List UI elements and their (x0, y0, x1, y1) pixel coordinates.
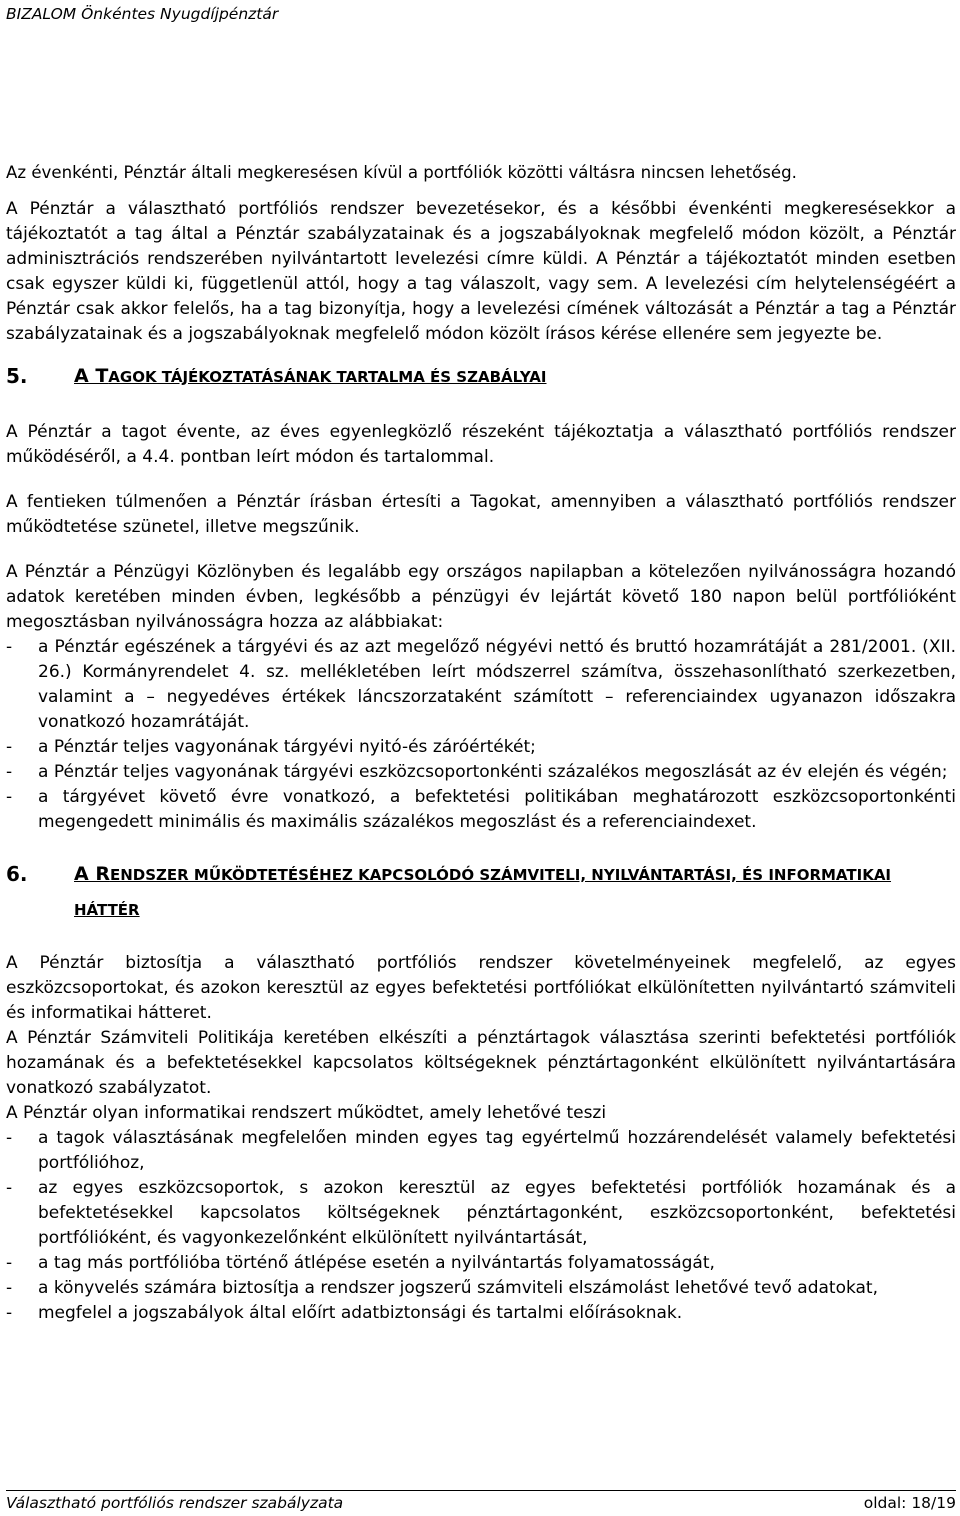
list-item-text: a Pénztár egészének a tárgyévi és az azt megelőző négyévi nettó és bruttó hozamrátáját a 281/2001. (XII. 26.) Kormányrendelet 4. sz. mellékletében leírt módszerrel számítva, összehasonlítható szerkezetben, valamint a – negyedéves értékek láncszorzataként számított – referenciaindex ugyanazon időszakra vonatkozó hozamrátáját. (38, 637, 956, 732)
list-item-text: a tag más portfólióba történő átlépése esetén a nyilvántartás folyamatosságát, (38, 1253, 715, 1273)
list-item-text: megfelel a jogszabályok által előírt adatbiztonsági és tartalmi előírásoknak. (38, 1303, 683, 1323)
section-5-heading (6, 361, 956, 392)
list-item-marker: - (6, 1128, 13, 1148)
list-item-text: a Pénztár teljes vagyonának tárgyévi eszközcsoportonkénti százalékos megoszlását az év elején és végén; (38, 762, 948, 782)
list-item-marker: - (6, 637, 13, 657)
list-item-text: a könyvelés számára biztosítja a rendszer jogszerű számviteli elszámolást lehetővé tevő adatokat, (38, 1278, 878, 1298)
page-header: BIZALOM Önkéntes Nyugdíjpénztár (6, 5, 279, 23)
list-item-text: a tárgyévet követő évre vonatkozó, a befektetési politikában meghatározott eszközcsoportonkénti megengedett minimális és maximális százalékos megoszlást és a referenciaindexet. (38, 787, 956, 832)
list-item-marker: - (6, 737, 13, 757)
section-5-list (6, 635, 956, 835)
intro-paragraph-1: Az évenkénti, Pénztár általi megkeresésen kívül a portfóliók közötti váltásra nincsen lehetőség. (6, 163, 797, 182)
footer-document-title: Választható portfóliós rendszer szabályzata (6, 1494, 344, 1512)
section-6-title-first: A R (74, 863, 110, 885)
section-6-number: 6. (6, 862, 28, 886)
section-6-title (74, 857, 956, 927)
list-item-text: az egyes eszközcsoportok, s azokon keresztül az egyes befektetési portfóliók hozamának és a befektetésekkel kapcsolatos költségeknek pénztártagonként, eszközcsoportonként, befektetési portfólióként, és vagyonkezelőnként elkülönített nyilvántartását, (38, 1178, 956, 1248)
section-6-heading (6, 857, 956, 927)
section-5-number: 5. (6, 364, 28, 388)
list-item-marker: - (6, 1253, 13, 1273)
section-6-list (6, 1126, 956, 1326)
list-item (6, 635, 956, 735)
list-item (6, 1276, 956, 1301)
list-item (6, 1301, 956, 1326)
section-5-paragraph-1: A Pénztár a tagot évente, az éves egyenlegközlő részeként tájékoztatja a választható portfóliós rendszer működéséről, a 4.4. pontban leírt módon és tartalommal. (6, 422, 956, 467)
section-5-paragraph-2: A fentieken túlmenően a Pénztár írásban értesíti a Tagokat, amennyiben a választható portfóliós rendszer működtetése szünetel, illetve megszűnik. (6, 492, 956, 537)
list-item-marker: - (6, 762, 13, 782)
section-5-paragraph-3: A Pénztár a Pénzügyi Közlönyben és legalább egy országos napilapban a kötelezően nyilvánosságra hozandó adatok keretében minden évben, legkésőbb a pénzügyi év lejártát követő 180 napon belül portfólióként megosztásban nyilvánosságra hozza az alábbiakat: (6, 562, 956, 632)
list-item-text: a tagok választásának megfelelően minden egyes tag egyértelmű hozzárendelését valamely befektetési portfólióhoz, (38, 1128, 956, 1173)
section-5-title-first: A T (74, 365, 109, 387)
document-body (6, 160, 956, 1326)
page-footer (6, 1490, 956, 1514)
list-item (6, 1126, 956, 1176)
list-item (6, 760, 956, 785)
section-6-title-rest: ENDSZER MŰKÖDTETÉSÉHEZ KAPCSOLÓDÓ SZÁMVITELI, NYILVÁNTARTÁSI, ÉS INFORMATIKAI HÁTTÉR (74, 866, 892, 919)
list-item-marker: - (6, 1278, 13, 1298)
list-item-marker: - (6, 1178, 13, 1198)
footer-page-number: oldal: 18/19 (863, 1494, 956, 1512)
list-item (6, 1251, 956, 1276)
intro-paragraph-2: A Pénztár a választható portfóliós rendszer bevezetésekor, és a későbbi évenkénti megkeresésekkor a tájékoztatót a tag által a Pénztár szabályzatainak és a jogszabályoknak megfelelő módon közölt, a Pénztár adminisztrációs rendszerében nyilvántartott levelezési címre küldi. A Pénztár a tájékoztatót minden esetben csak egyszer küldi ki, függetlenül attól, hogy a tag válaszolt, vagy sem. A levelezési cím helytelenségéért a Pénztár csak akkor felelős, ha a tag bizonyítja, hogy a levelezési címének változását a Pénztár a tag a Pénztár szabályzatainak és a jogszabályoknak megfelelő módon közölt írásos kérése ellenére sem jegyezte be. (6, 199, 956, 344)
section-6-paragraph-1: A Pénztár biztosítja a választható portfóliós rendszer követelményeinek megfelelő, az egyes eszközcsoportokat, és azokon keresztül az egyes befektetési portfóliókat elkülönítetten nyilvántartó számviteli és informatikai hátteret. (6, 953, 956, 1023)
section-5-title (74, 361, 956, 392)
list-item-marker: - (6, 787, 13, 807)
section-6-paragraph-3: A Pénztár olyan informatikai rendszert működtet, amely lehetővé teszi (6, 1103, 607, 1123)
section-5-title-rest: AGOK TÁJÉKOZTATÁSÁNAK TARTALMA ÉS SZABÁLYAI (108, 368, 547, 386)
list-item-marker: - (6, 1303, 13, 1323)
list-item (6, 785, 956, 835)
list-item-text: a Pénztár teljes vagyonának tárgyévi nyitó-és záróértékét; (38, 737, 536, 757)
list-item (6, 735, 956, 760)
section-6-paragraph-2: A Pénztár Számviteli Politikája keretében elkészíti a pénztártagok választása szerinti befektetési portfóliók hozamának és a befektetésekkel kapcsolatos költségeknek pénztártagonként elkülönített nyilvántartására vonatkozó szabályzatot. (6, 1028, 956, 1098)
list-item (6, 1176, 956, 1251)
